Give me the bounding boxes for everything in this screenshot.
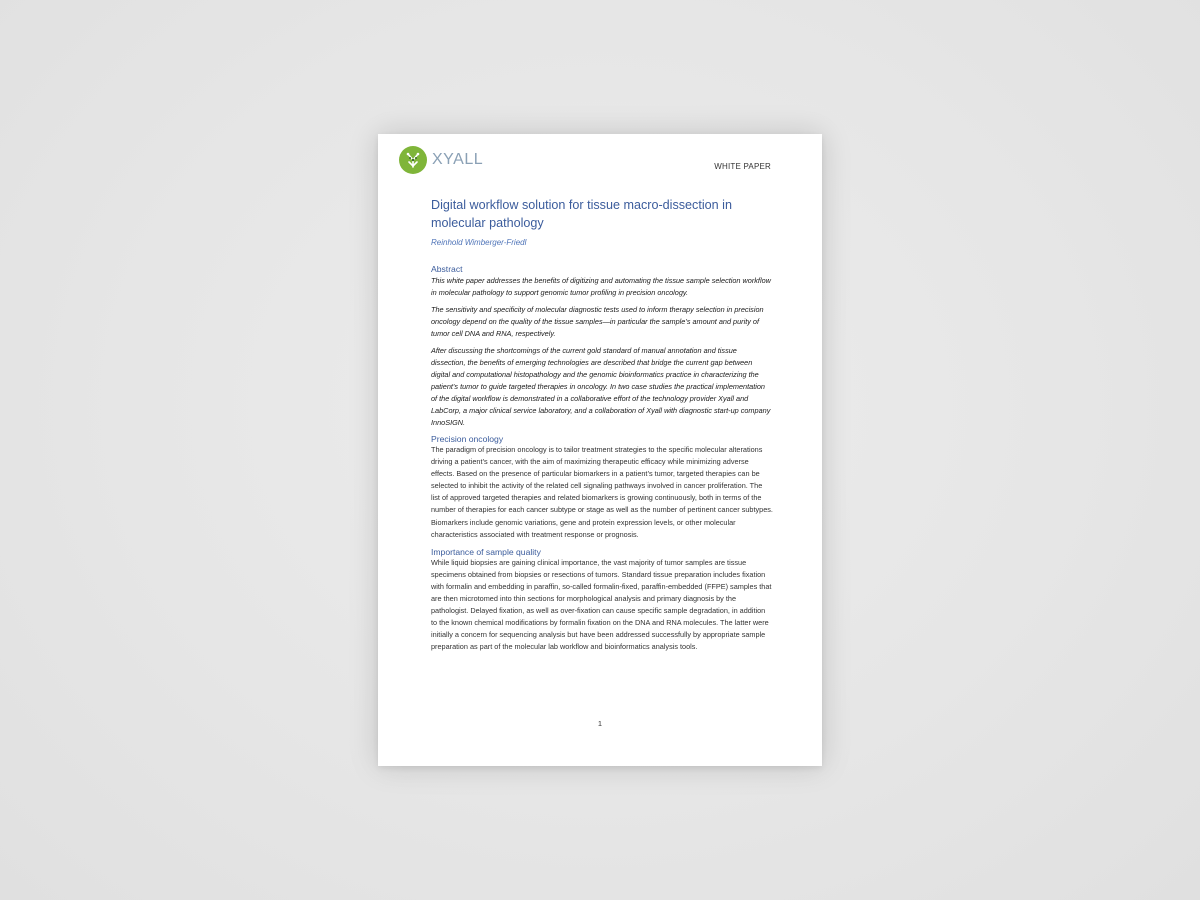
document-title: Digital workflow solution for tissue macro-dissection in molecular pathology: [431, 198, 732, 230]
precision-oncology-heading: Precision oncology: [431, 434, 504, 444]
document-author: Reinhold Wimberger-Friedl: [431, 238, 527, 247]
abstract-paragraph: This white paper addresses the benefits of digitizing and automating the tissue sample selection workflow in molecular pathology to support genomic tumor profiling in precision oncology.: [431, 276, 771, 297]
abstract-paragraph: After discussing the shortcomings of the current gold standard of manual annotation and tissue dissection, the benefits of emerging technologies are described that bridge the current gap between digital and computational histopathology and the genomic bioinformatics practice in characterizing the patient’s tumor to guide targeted therapies in oncology. In two case studies the practical implementation of the digital workflow is demonstrated in a collaborative effort of the technology provider Xyall and LabCorp, a major clinical service laboratory, and a collaboration of Xyall with diagnostic start-up company InnoSIGN.: [431, 346, 771, 427]
sample-quality-section: [431, 547, 773, 654]
logo-wordmark: XYALL: [432, 151, 484, 168]
body-paragraph: While liquid biopsies are gaining clinical importance, the vast majority of tumor samples are tissue specimens obtained from biopsies or resections of tumors. Standard tissue preparation includes fixation with formalin and embedding in paraffin, so-called formalin-fixed, paraffin-embedded (FFPE) samples that are then microtomed into thin sections for morphological analysis and primary diagnosis by the pathologist. Delayed fixation, as well as over-fixation can cause specific sample degradation, in addition to the known chemical modifications by formalin fixation on the DNA and RNA molecules. The latter were initially a concern for sequencing analysis but have been addressed successfully by appropriate sample preparation as part of the molecular lab workflow and bioinformatics analysis tools.: [431, 557, 772, 652]
sample-quality-heading: Importance of sample quality: [431, 546, 541, 557]
document-body: [431, 196, 773, 660]
abstract-paragraph: The sensitivity and specificity of molecular diagnostic tests used to inform therapy selection in precision oncology depend on the quality of the tissue samples—in particular the sample’s amount and purity of tumor cell DNA and RNA, respectively.: [431, 305, 764, 338]
page-number: 1: [597, 719, 603, 728]
precision-oncology-section: [431, 434, 773, 541]
document-type-label: WHITE PAPER: [714, 162, 771, 171]
abstract-section: [431, 264, 773, 429]
abstract-heading: Abstract: [431, 264, 463, 274]
document-page: [378, 134, 822, 766]
company-logo: [399, 146, 483, 174]
xyall-logo-icon: [399, 146, 427, 174]
body-paragraph: The paradigm of precision oncology is to tailor treatment strategies to the specific molecular alterations driving a patient’s cancer, with the aim of maximizing therapeutic efficacy while minimizing adverse effects. Based on the presence of particular biomarkers in a patient’s tumor, targeted therapies can be selected to inhibit the activity of the related cell signaling pathways involved in cancer proliferation. The list of approved targeted therapies and related biomarkers is growing continuously, both in terms of the number of therapies for each cancer subtype or stage as well as the number of pertinent cancer subtypes. Biomarkers include genomic variations, gene and protein expression levels, or other molecular characteristics associated with treatment response or prognosis.: [431, 445, 773, 539]
